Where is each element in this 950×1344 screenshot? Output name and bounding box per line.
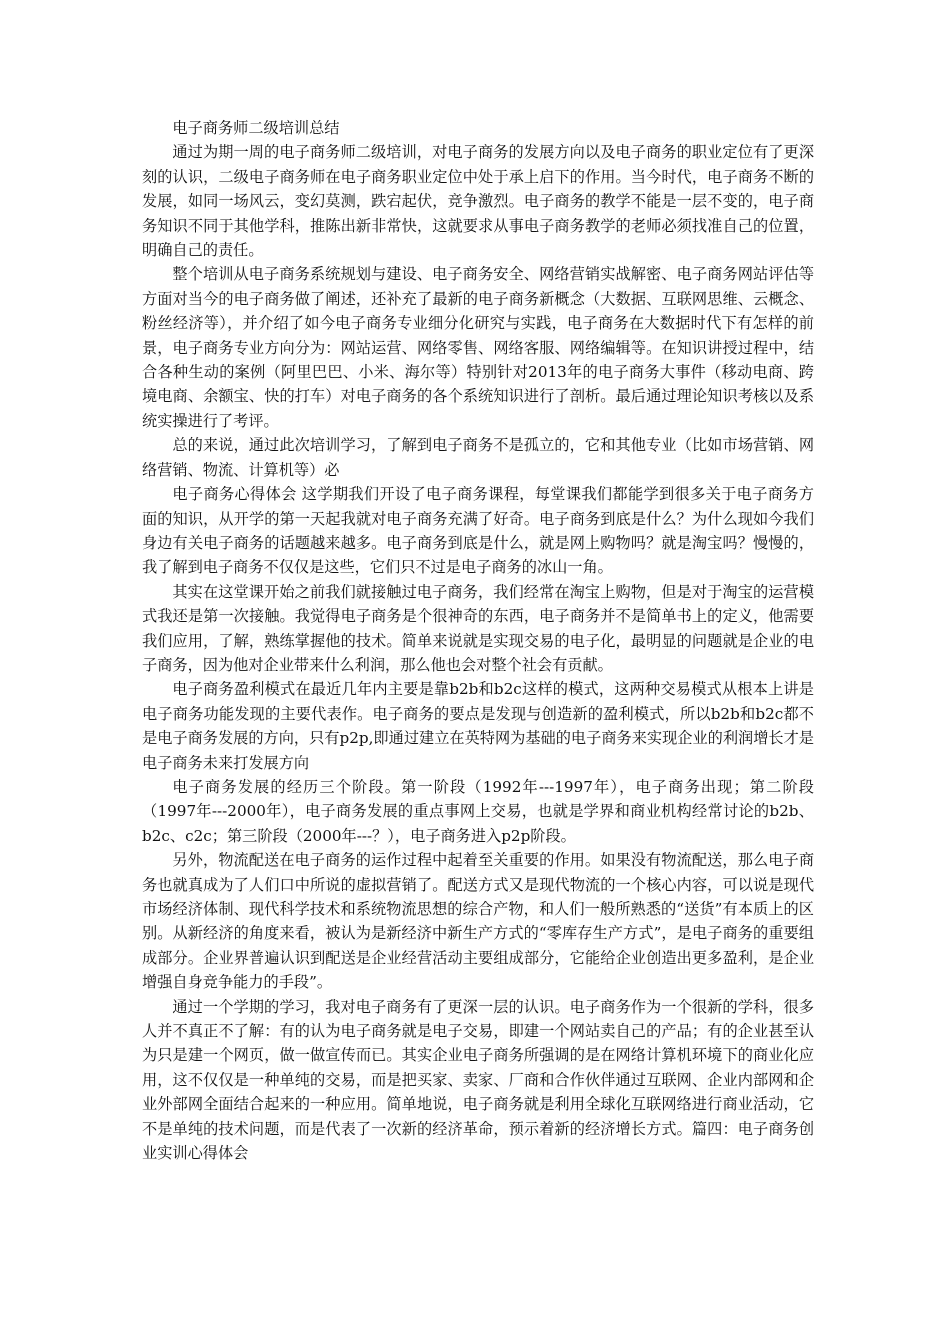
paragraph: 电子商务盈利模式在最近几年内主要是靠b2b和b2c这样的模式，这两种交易模式从根本上讲是电子商务功能发现的主要代表作。电子商务的要点是发现与创造新的盈利模式，所以b2b和b2c都不是电子商务发展的方向，只有p2p,即通过建立在英特网为基础的电子商务来实现企业的利润增长才是电子商务未来打发展方向 [142, 680, 814, 772]
document-body [142, 116, 814, 1165]
paragraph: 通过一个学期的学习，我对电子商务有了更深一层的认识。电子商务作为一个很新的学科，很多人并不真正不了解：有的认为电子商务就是电子交易，即建一个网站卖自己的产品；有的企业甚至认为只是建一个网页，做一做宣传而已。其实企业电子商务所强调的是在网络计算机环境下的商业化应用，这不仅仅是一种单纯的交易，而是把买家、卖家、厂商和合作伙伴通过互联网、企业内部网和企业外部网全面结合起来的一种应用。简单地说，电子商务就是利用全球化互联网络进行商业活动，它不是单纯的技术问题，而是代表了一次新的经济革命，预示着新的经济增长方式。篇四：电子商务创业实训心得体会 [142, 997, 814, 1163]
paragraph: 电子商务心得体会 这学期我们开设了电子商务课程，每堂课我们都能学到很多关于电子商务方面的知识，从开学的第一天起我就对电子商务充满了好奇。电子商务到底是什么？为什么现如今我们身边有关电子商务的话题越来越多。电子商务到底是什么，就是网上购物吗？就是淘宝吗？慢慢的，我了解到电子商务不仅仅是这些，它们只不过是电子商务的冰山一角。 [142, 485, 814, 577]
paragraph: 通过为期一周的电子商务师二级培训，对电子商务的发展方向以及电子商务的职业定位有了更深刻的认识，二级电子商务师在电子商务职业定位中处于承上启下的作用。当今时代，电子商务不断的发展，如同一场风云，变幻莫测，跌宕起伏，竞争激烈。电子商务的教学不能是一层不变的，电子商务知识不同于其他学科，推陈出新非常快，这就要求从事电子商务教学的老师必须找准自己的位置，明确自己的责任。 [142, 143, 814, 260]
paragraph: 整个培训从电子商务系统规划与建设、电子商务安全、网络营销实战解密、电子商务网站评估等方面对当今的电子商务做了阐述，还补充了最新的电子商务新概念（大数据、互联网思维、云概念、粉丝经济等），并介绍了如今电子商务专业细分化研究与实践，电子商务在大数据时代下有怎样的前景，电子商务专业方向分为：网站运营、网络零售、网络客服、网络编辑等。在知识讲授过程中，结合各种生动的案例（阿里巴巴、小米、海尔等）特别针对2013年的电子商务大事件（移动电商、跨境电商、余额宝、快的打车）对电子商务的各个系统知识进行了剖析。最后通过理论知识考核以及系统实操进行了考评。 [142, 265, 814, 430]
paragraph: 总的来说，通过此次培训学习，了解到电子商务不是孤立的，它和其他专业（比如市场营销、网络营销、物流、计算机等）必 [142, 436, 814, 479]
paragraph: 另外，物流配送在电子商务的运作过程中起着至关重要的作用。如果没有物流配送，那么电子商务也就真成为了人们口中所说的虚拟营销了。配送方式又是现代物流的一个核心内容，可以说是现代市场经济体制、现代科学技术和系统物流思想的综合产物，和人们一般所熟悉的“送货”有本质上的区别。从新经济的角度来看，被认为是新经济中新生产方式的“零库存生产方式”，是电子商务的重要组成部分。企业界普遍认识到配送是企业经营活动主要组成部分，它能给企业创造出更多盈利，是企业增强自身竞争能力的手段”。 [142, 851, 814, 992]
paragraph: 电子商务发展的经历三个阶段。第一阶段（1992年---1997年），电子商务出现；第二阶段（1997年---2000年），电子商务发展的重点事网上交易，也就是学界和商业机构经常讨论的b2b、b2c、c2c；第三阶段（2000年---？），电子商务进入p2p阶段。 [142, 777, 814, 845]
document-title: 电子商务师二级培训总结 [172, 119, 340, 137]
paragraph: 其实在这堂课开始之前我们就接触过电子商务，我们经常在淘宝上购物，但是对于淘宝的运营模式我还是第一次接触。我觉得电子商务是个很神奇的东西，电子商务并不是简单书上的定义，他需要我们应用，了解，熟练掌握他的技术。简单来说就是实现交易的电子化，最明显的问题就是企业的电子商务，因为他对企业带来什么利润，那么他也会对整个社会有贡献。 [142, 582, 814, 674]
